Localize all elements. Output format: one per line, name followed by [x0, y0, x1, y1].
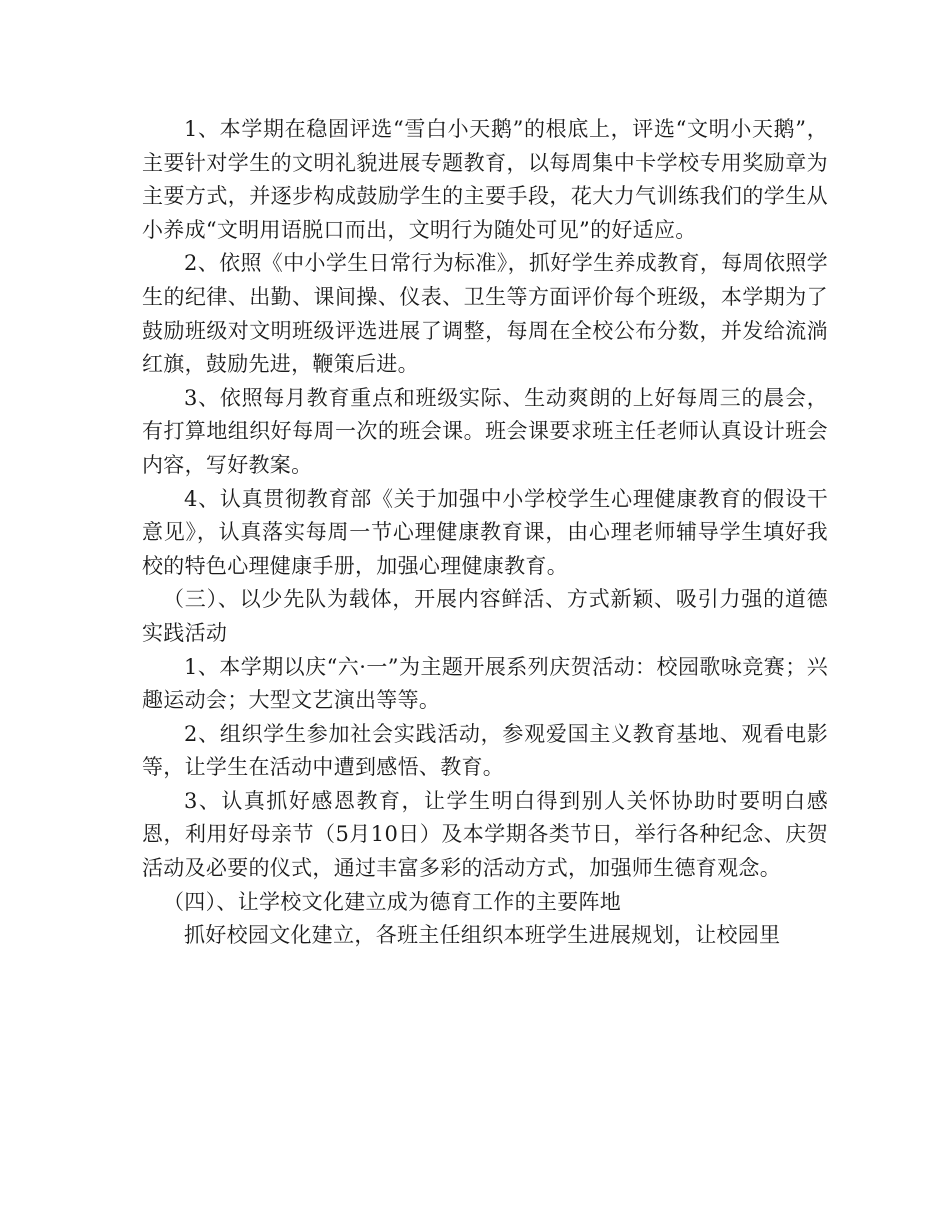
paragraph-3: 3、依照每月教育重点和班级实际、生动爽朗的上好每周三的晨会，有打算地组织好每周一次的班会课。班会课要求班主任老师认真设计班会内容，写好教案。 [142, 385, 828, 477]
paragraph-7: 3、认真抓好感恩教育，让学生明白得到别人关怀协助时要明白感恩，利用好母亲节（5月10日）及本学期各类节日，举行各种纪念、庆贺活动及必要的仪式，通过丰富多彩的活动方式，加强师生德育观念。 [142, 788, 828, 881]
paragraph-4: 4、认真贯彻教育部《关于加强中小学校学生心理健康教育的假设干意见》，认真落实每周一节心理健康教育课，由心理老师辅导学生填好我校的特色心理健康手册，加强心理健康教育。 [142, 486, 828, 578]
paragraph-5: 1、本学期以庆“六·一”为主题开展系列庆贺活动：校园歌咏竞赛；兴趣运动会；大型文艺演出等等。 [142, 654, 828, 713]
paragraph-6: 2、组织学生参加社会实践活动，参观爱国主义教育基地、观看电影等，让学生在活动中遭到感悟、教育。 [142, 721, 828, 780]
section-heading-3: （三）、以少先队为载体，开展内容鲜活、方式新颖、吸引力强的道德实践活动 [142, 587, 828, 645]
paragraph-1: 1、本学期在稳固评选“雪白小天鹅”的根底上，评选“文明小天鹅”，主要针对学生的文明礼貌进展专题教育，以每周集中卡学校专用奖励章为主要方式，并逐步构成鼓励学生的主要手段，花大力气训练我们的学生从小养成“文明用语脱口而出，文明行为随处可见”的好适应。 [142, 117, 828, 242]
paragraph-8: 抓好校园文化建立，各班主任组织本班学生进展规划，让校园里 [184, 923, 781, 948]
section-heading-4: （四）、让学校文化建立成为德育工作的主要阵地 [163, 889, 622, 914]
paragraph-2: 2、依照《中小学生日常行为标准》，抓好学生养成教育，每周依照学生的纪律、出勤、课间操、仪表、卫生等方面评价每个班级，本学期为了鼓励班级对文明班级评选进展了调整，每周在全校公布分数，并发给流淌红旗，鼓励先进，鞭策后进。 [142, 251, 828, 377]
document-page [142, 113, 828, 953]
